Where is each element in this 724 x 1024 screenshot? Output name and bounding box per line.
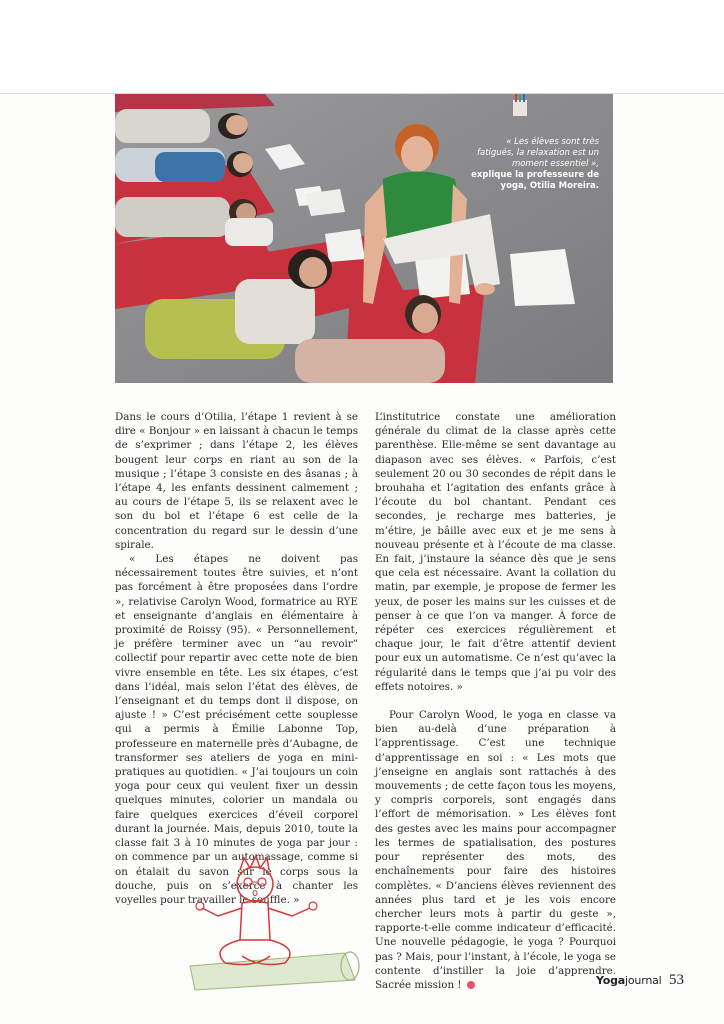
paragraph-conclusion [375,708,616,992]
paragraph-steps: Dans le cours d’Otilia, l’étape 1 revient à se dire « Bonjour » en laissant à chacun le temps de s’exprimer ; dans l’étape 2, les élèves bougent leur corps en riant au son de la musique ; l’étape 3 consiste en des âsanas ; à l’étape 4, les enfants dessinent calmement ; au cours de l’étape 5, ils se relaxent avec le son du bol et l’étape 6 est celle de la concentration du regard sur le dessin d’une spirale. [115,411,358,551]
article-column-left [115,410,358,907]
end-of-article-dot-icon [467,981,475,989]
child-lotus-drawing [170,848,370,997]
caption-credit: explique la professeure de yoga, Otilia Moreira. [471,170,599,191]
magazine-logo: Yogajournal [596,974,662,987]
yoga-child-illustration [170,848,370,993]
paragraph-carolyn-wood: « Les étapes ne doivent pas nécessairement toutes être suivies, et n’ont pas forcément à être proposées dans l’ordre », relativise Carolyn Wood, formatrice au RYE et enseignante d’anglais en élémentaire à proximité de Roissy (95). « Personnellement, je préfère terminer avec un “au revoir” collectif pour repartir avec cette note de bien vivre ensemble en tête. Les six étapes, c’est dans l’idéal, mais selon l’état des élèves, de l’enseignant et du temps dont il dispose, on ajuste ! » C’est précisément cette souplesse qui a permis à Émilie Labonne Top, professeure en maternelle près d’Aubagne, de transformer ses ateliers de yoga en mini-pratiques au quotidien. « J’ai toujours un coin yoga pour ceux qui veulent fixer un dessin quelques minutes, colorier un mandala ou faire quelques exercices d’éveil corporel durant la journée. Mais, depuis 2010, toute la classe fait 3 à 10 minutes de yoga par jour : on commence par un automassage, comme si on étalait du savon sur le corps sous la douche, puis on s’exerce à chanter les voyelles pour travailler le souffle. » [115,553,358,906]
conclusion-text: Pour Carolyn Wood, le yoga en classe va bien au-delà d’une préparation à l’apprentissage. C’est une technique d’apprentissage en soi : « Les mots que j’enseigne en anglais sont rattachés à des mouvements ; de cette façon tous les moyens, y compris corporels, sont engagés dans l’effort de mémorisation. » Les élèves font des gestes avec les mains pour accompagner les termes de spatialisation, des postures pour représenter des mots, des enchaînements pour faire des histoires complètes. « D’anciens élèves reviennent des années plus tard et je les vois encore chercher leurs mots à partir du geste », rapporte-t-elle comme indicateur d’efficacité. Une nouvelle pédagogie, le yoga ? Pourquoi pas ? Mais, pour l’instant, à l’école, le yoga se contente d’instiller la joie d’apprendre. Sacrée mission ! [375,709,616,991]
page-footer [596,972,684,989]
page-margin-top [0,0,724,94]
photo-caption [469,137,599,192]
caption-quote: « Les élèves sont très fatigués, la relaxation est un moment essentiel », [477,137,599,169]
paragraph-spacer [375,694,616,708]
paragraph-institutrice: L’institutrice constate une amélioration générale du climat de la classe après cette parenthèse. Elle-même se sent davantage au diapason avec ses élèves. « Parfois, c’est seulement 20 ou 30 secondes de répit dans le brouhaha et l’agitation des enfants grâce à l’écoute du bol chantant. Pendant ces secondes, je recharge mes batteries, je m’étire, je bâille avec eux et je me sens à nouveau présente et à l’écoute de ma classe. En fait, j’instaure la séance dès que je sens que cela est nécessaire. Avant la collation du matin, par exemple, je propose de fermer les yeux, de poser les mains sur les cuisses et de penser à ce que l’on va manger. À force de répéter ces exercices régulièrement et chaque jour, le fait d’être attentif devient pour eux un automatisme. Ce n’est qu’avec la régularité dans le temps que j’ai pu voir des effets notoires. » [375,411,616,693]
yoga-class-photo [115,94,613,383]
page-number: 53 [669,972,684,988]
article-column-right [375,410,616,992]
